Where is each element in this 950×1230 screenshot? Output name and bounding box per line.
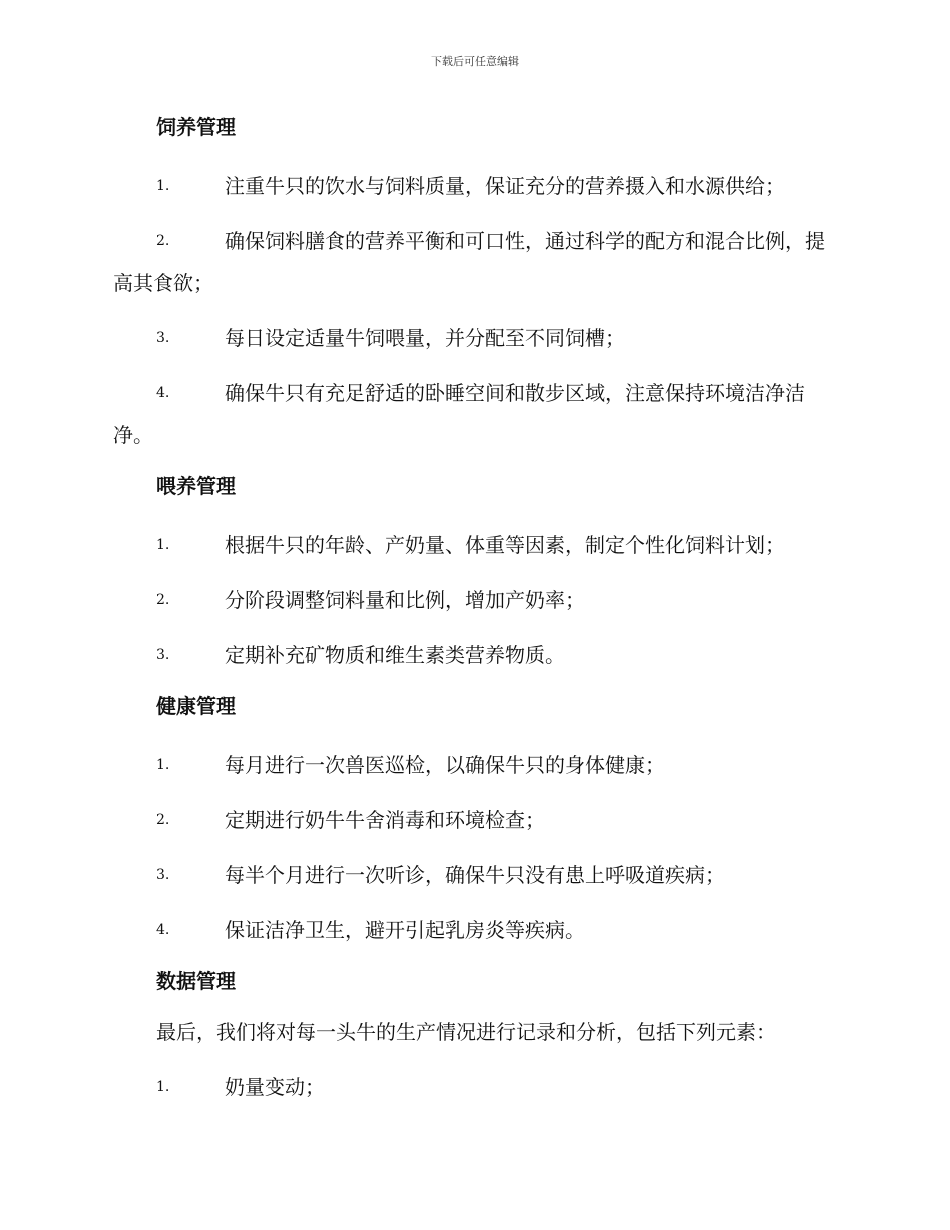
list-item	[113, 524, 838, 566]
list-item	[113, 799, 838, 841]
list-text: 每月进行一次兽医巡检，以确保牛只的身体健康；	[225, 753, 665, 777]
list-number: 3.	[156, 330, 170, 346]
list-text: 定期补充矿物质和维生素类营养物质。	[225, 643, 565, 667]
list-item	[113, 744, 838, 786]
section-intro: 最后，我们将对每一头牛的生产情况进行记录和分析，包括下列元素：	[156, 1020, 776, 1044]
list-text: 确保牛只有充足舒适的卧睡空间和散步区域，注意保持环境洁净洁净。	[113, 381, 805, 447]
list-text: 注重牛只的饮水与饲料质量，保证充分的营养摄入和水源供给；	[225, 174, 785, 198]
list-item	[113, 634, 838, 676]
section-heading: 数据管理	[156, 969, 236, 993]
list-number: 2.	[156, 592, 170, 608]
list-number: 1.	[156, 537, 170, 553]
list-number: 4.	[156, 385, 170, 401]
list-item	[113, 372, 838, 456]
list-number: 1.	[156, 757, 170, 773]
section-heading: 喂养管理	[156, 474, 236, 498]
list-number: 3.	[156, 867, 170, 883]
list-item	[113, 579, 838, 621]
list-text: 每半个月进行一次听诊，确保牛只没有患上呼吸道疾病；	[225, 863, 725, 887]
list-number: 3.	[156, 647, 170, 663]
section-heading: 健康管理	[156, 694, 236, 718]
document-body	[113, 110, 838, 1108]
list-text: 确保饲料膳食的营养平衡和可口性，通过科学的配方和混合比例，提高其食欲；	[113, 229, 825, 295]
list-text: 分阶段调整饲料量和比例，增加产奶率；	[225, 588, 585, 612]
list-text: 每日设定适量牛饲喂量，并分配至不同饲槽；	[225, 326, 625, 350]
list-item	[113, 165, 838, 207]
list-number: 2.	[156, 233, 170, 249]
list-number: 1.	[156, 178, 170, 194]
list-item	[113, 220, 838, 304]
list-item	[113, 317, 838, 359]
list-text: 根据牛只的年龄、产奶量、体重等因素，制定个性化饲料计划；	[225, 533, 785, 557]
list-text: 定期进行奶牛牛舍消毒和环境检查；	[225, 808, 545, 832]
list-text: 保证洁净卫生，避开引起乳房炎等疾病。	[225, 918, 585, 942]
list-number: 4.	[156, 922, 170, 938]
list-number: 2.	[156, 812, 170, 828]
list-item	[113, 1066, 838, 1108]
list-number: 1.	[156, 1079, 170, 1095]
list-text: 奶量变动；	[225, 1075, 325, 1099]
list-item	[113, 909, 838, 951]
list-item	[113, 854, 838, 896]
page-header: 下载后可任意编辑	[431, 55, 519, 68]
section-heading: 饲养管理	[156, 115, 236, 139]
